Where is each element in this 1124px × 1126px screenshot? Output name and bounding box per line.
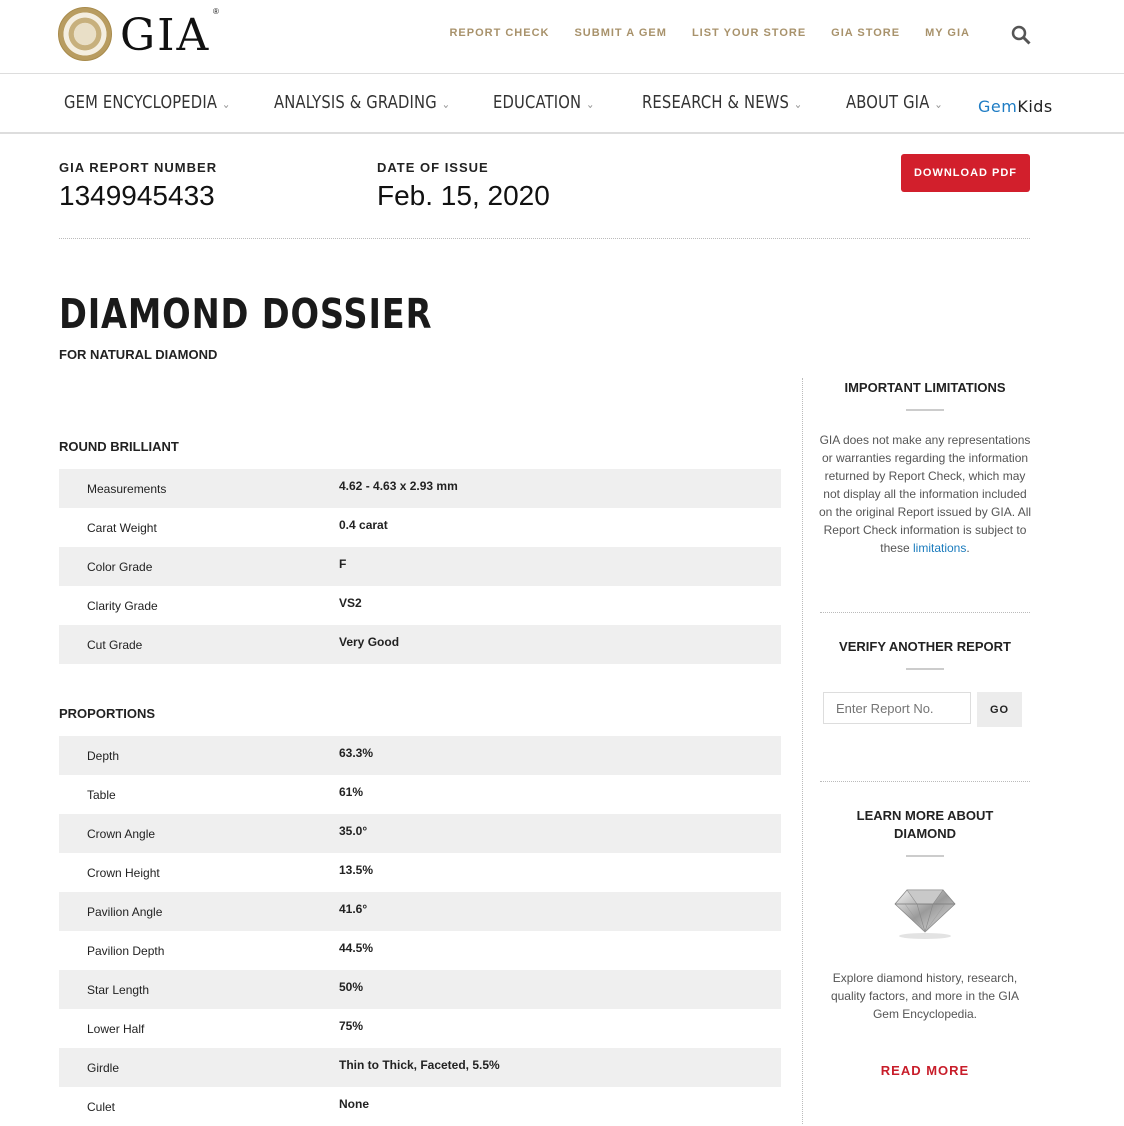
row-label: Clarity Grade bbox=[87, 599, 158, 613]
row-value: VS2 bbox=[339, 596, 362, 610]
nav-label: GEM ENCYCLOPEDIA bbox=[64, 92, 218, 113]
gemkids-suffix: Kids bbox=[1017, 97, 1053, 116]
row-value: 0.4 carat bbox=[339, 518, 388, 532]
table-row bbox=[59, 853, 781, 892]
page-subtitle: FOR NATURAL DIAMOND bbox=[59, 347, 218, 362]
row-value: 44.5% bbox=[339, 941, 374, 955]
learn-more-heading bbox=[820, 807, 1030, 843]
row-label: Measurements bbox=[87, 482, 167, 496]
gia-seal-icon bbox=[58, 7, 112, 61]
row-value: 75% bbox=[339, 1019, 364, 1033]
nav-analysis-grading[interactable] bbox=[274, 92, 450, 113]
divider bbox=[820, 781, 1030, 782]
row-value: 13.5% bbox=[339, 863, 374, 877]
gemkids-logo[interactable] bbox=[978, 97, 1053, 116]
row-label: Pavilion Angle bbox=[87, 905, 163, 919]
row-value: Very Good bbox=[339, 635, 400, 649]
top-link-report-check[interactable]: REPORT CHECK bbox=[449, 27, 550, 39]
top-link-my-gia[interactable]: MY GIA bbox=[925, 27, 970, 39]
table-row bbox=[59, 625, 781, 664]
heading-rule bbox=[906, 668, 944, 670]
proportions-heading: PROPORTIONS bbox=[59, 706, 156, 721]
top-links bbox=[449, 27, 970, 39]
chevron-down-icon: ⌄ bbox=[222, 97, 231, 111]
report-number: 1349945433 bbox=[59, 180, 215, 211]
row-label: Culet bbox=[87, 1100, 116, 1114]
search-icon[interactable] bbox=[1011, 25, 1031, 45]
learn-more-heading-line2: DIAMOND bbox=[893, 826, 957, 841]
row-value: Thin to Thick, Faceted, 5.5% bbox=[339, 1058, 500, 1072]
nav-label: ABOUT GIA bbox=[846, 92, 930, 113]
top-link-list-your-store[interactable]: LIST YOUR STORE bbox=[691, 27, 807, 39]
top-bar bbox=[0, 0, 1124, 74]
registered-mark: ® bbox=[213, 7, 219, 16]
table-row bbox=[59, 547, 781, 586]
read-more-link[interactable]: READ MORE bbox=[880, 1063, 970, 1078]
row-value: None bbox=[339, 1097, 369, 1111]
limitations-period: . bbox=[966, 541, 970, 555]
learn-more-text: Explore diamond history, research, quality factors, and more in the GIA Gem Encyclopedia. bbox=[830, 971, 1020, 1021]
gia-logo-text: GIA bbox=[120, 9, 211, 61]
row-label: Depth bbox=[87, 749, 120, 763]
limitations-text bbox=[818, 431, 1032, 557]
row-value: 41.6° bbox=[339, 902, 368, 916]
sidebar-divider bbox=[802, 378, 803, 1124]
report-number-label: GIA REPORT NUMBER bbox=[59, 160, 218, 175]
verify-heading: VERIFY ANOTHER REPORT bbox=[839, 639, 1011, 654]
table-row bbox=[59, 931, 781, 970]
nav-label: ANALYSIS & GRADING bbox=[274, 92, 437, 113]
nav-research-news[interactable] bbox=[642, 92, 802, 113]
table-row bbox=[59, 1087, 781, 1126]
proportions-table bbox=[59, 736, 781, 1126]
learn-more-heading-line1: LEARN MORE ABOUT bbox=[856, 808, 994, 823]
row-label: Table bbox=[87, 788, 116, 802]
row-label: Girdle bbox=[87, 1061, 120, 1075]
table-row bbox=[59, 1048, 781, 1087]
table-row bbox=[59, 508, 781, 547]
table-row bbox=[59, 814, 781, 853]
grading-table bbox=[59, 469, 781, 664]
row-value: 4.62 - 4.63 x 2.93 mm bbox=[339, 479, 458, 493]
row-label: Cut Grade bbox=[87, 638, 143, 652]
date-of-issue-label: DATE OF ISSUE bbox=[377, 160, 489, 175]
limitations-body: GIA does not make any representations or warranties regarding the information returned by Report Check, which may not display all the information included on the original Report issued by GIA. All Report Check information is subject to these bbox=[818, 433, 1032, 555]
table-row bbox=[59, 892, 781, 931]
divider bbox=[59, 238, 1030, 239]
row-value: 35.0° bbox=[339, 824, 368, 838]
gia-logo[interactable] bbox=[58, 6, 210, 62]
table-row bbox=[59, 469, 781, 508]
go-button[interactable]: GO bbox=[977, 692, 1022, 727]
top-link-submit-a-gem[interactable]: SUBMIT A GEM bbox=[574, 27, 667, 39]
diamond-image bbox=[889, 882, 961, 940]
nav-about-gia[interactable] bbox=[846, 92, 943, 113]
row-label: Star Length bbox=[87, 983, 150, 997]
limitations-link[interactable]: limitations bbox=[913, 541, 967, 555]
top-link-gia-store[interactable]: GIA STORE bbox=[831, 27, 901, 39]
chevron-down-icon: ⌄ bbox=[586, 97, 595, 111]
nav-label: EDUCATION bbox=[493, 92, 582, 113]
download-pdf-button[interactable]: DOWNLOAD PDF bbox=[901, 154, 1030, 192]
report-number-input[interactable] bbox=[823, 692, 971, 724]
nav-label: RESEARCH & NEWS bbox=[642, 92, 789, 113]
nav-education[interactable] bbox=[493, 92, 595, 113]
table-row bbox=[59, 970, 781, 1009]
chevron-down-icon: ⌄ bbox=[934, 97, 943, 111]
row-label: Crown Height bbox=[87, 866, 160, 880]
row-label: Color Grade bbox=[87, 560, 153, 574]
row-label: Lower Half bbox=[87, 1022, 145, 1036]
limitations-heading: IMPORTANT LIMITATIONS bbox=[844, 380, 1006, 395]
row-value: F bbox=[339, 557, 347, 571]
table-row bbox=[59, 775, 781, 814]
divider bbox=[820, 612, 1030, 613]
table-row bbox=[59, 736, 781, 775]
row-value: 63.3% bbox=[339, 746, 374, 760]
chevron-down-icon: ⌄ bbox=[441, 97, 451, 111]
chevron-down-icon: ⌄ bbox=[793, 97, 803, 111]
row-value: 61% bbox=[339, 785, 364, 799]
page-title: DIAMOND DOSSIER bbox=[59, 290, 433, 338]
row-label: Carat Weight bbox=[87, 521, 157, 535]
shape-heading: ROUND BRILLIANT bbox=[59, 439, 179, 454]
row-value: 50% bbox=[339, 980, 364, 994]
heading-rule bbox=[906, 855, 944, 857]
gemkids-prefix: Gem bbox=[978, 97, 1018, 116]
row-label: Crown Angle bbox=[87, 827, 156, 841]
date-of-issue: Feb. 15, 2020 bbox=[377, 180, 550, 211]
table-row bbox=[59, 1009, 781, 1048]
table-row bbox=[59, 586, 781, 625]
nav-gem-encyclopedia[interactable] bbox=[64, 92, 230, 113]
heading-rule bbox=[906, 409, 944, 411]
row-label: Pavilion Depth bbox=[87, 944, 165, 958]
